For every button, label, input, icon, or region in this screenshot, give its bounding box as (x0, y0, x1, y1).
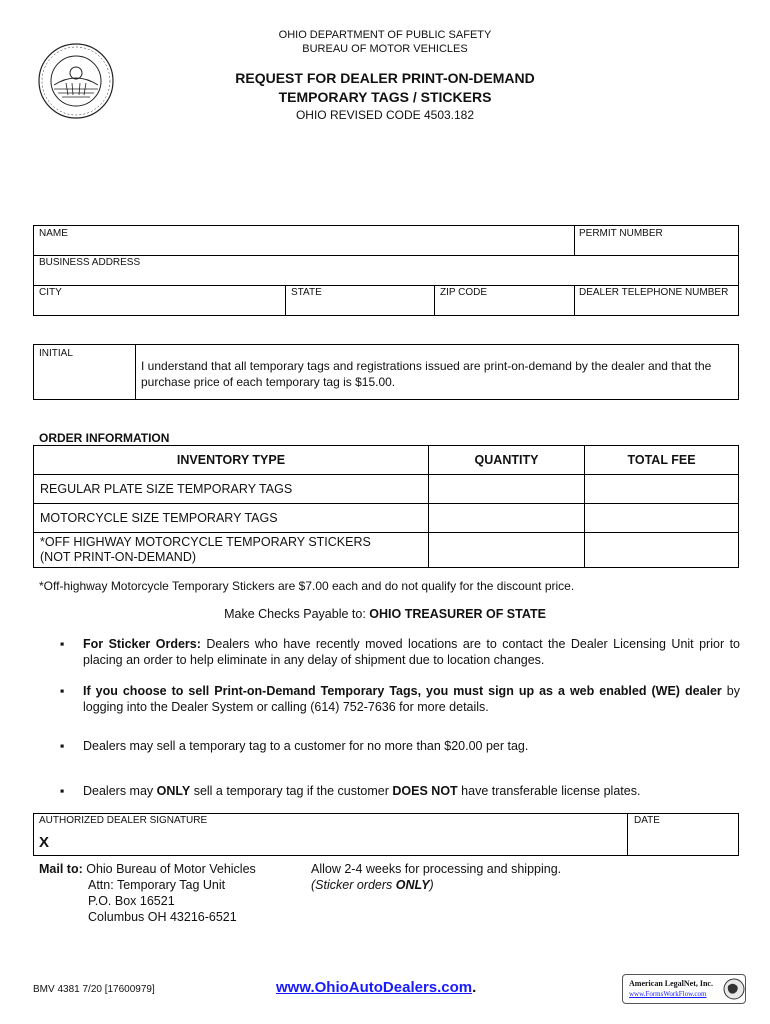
state-label: STATE (291, 287, 322, 298)
department-name: OHIO DEPARTMENT OF PUBLIC SAFETY (278, 29, 492, 41)
bullet-text: sell a temporary tag if the customer (190, 784, 393, 798)
quantity-input[interactable] (429, 504, 585, 533)
bullet-text: have transferable license plates. (457, 784, 641, 798)
sticker-note-bold: ONLY (395, 878, 430, 892)
initial-box (33, 344, 739, 400)
business-address-label: BUSINESS ADDRESS (39, 257, 141, 268)
inventory-item: REGULAR PLATE SIZE TEMPORARY TAGS (34, 475, 429, 504)
city-label: CITY (39, 287, 62, 298)
payable-payee: OHIO TREASURER OF STATE (369, 607, 546, 621)
mail-line4: Columbus OH 43216-6521 (88, 910, 237, 924)
dealer-info-box (33, 225, 739, 316)
initial-input[interactable] (34, 359, 134, 399)
quantity-input[interactable] (429, 533, 585, 568)
bullet-text: Dealers may (83, 784, 157, 798)
quantity-input[interactable] (429, 475, 585, 504)
list-item (60, 636, 740, 668)
order-information-heading: ORDER INFORMATION (39, 431, 170, 445)
signature-box (33, 813, 739, 856)
sticker-note-text: (Sticker orders (311, 878, 396, 892)
name-input[interactable] (34, 236, 574, 255)
processing-note (311, 861, 561, 893)
total-fee-input[interactable] (585, 475, 739, 504)
quantity-header: QUANTITY (429, 446, 585, 475)
website-period: . (472, 979, 477, 996)
table-row (34, 533, 739, 568)
sticker-note (311, 877, 561, 893)
processing-text: Allow 2-4 weeks for processing and shipping. (311, 862, 562, 876)
website-line (276, 979, 476, 996)
total-fee-input[interactable] (585, 533, 739, 568)
list-item (60, 783, 740, 799)
table-row (34, 475, 739, 504)
inventory-type-header: INVENTORY TYPE (34, 446, 429, 475)
initial-acknowledgement-text: I understand that all temporary tags and registrations issued are print-on-demand by the dealer and that the purchase price of each temporary tag is $15.00. (141, 359, 712, 389)
date-input[interactable] (628, 828, 738, 855)
bullet-bold: DOES NOT (392, 784, 458, 798)
revised-code: OHIO REVISED CODE 4503.182 (295, 108, 475, 122)
table-row (34, 504, 739, 533)
off-highway-footnote: *Off-highway Motorcycle Temporary Stickers are $7.00 each and do not qualify for the discount price. (39, 579, 575, 593)
bullet-text: by logging into the Dealer System or calling (614) 752-7636 for more details. (83, 684, 740, 714)
sticker-note-text: ) (429, 878, 434, 892)
mail-to-label: Mail to: (39, 862, 83, 876)
bullet-text: Dealers may sell a temporary tag to a customer for no more than $20.00 per tag. (83, 739, 529, 753)
bullet-text: Dealers who have recently moved locations are to contact the Dealer Licensing Unit prior to placing an order to help eliminate in any delay of shipment due to location changes. (83, 637, 740, 667)
bullet-icon: ▪ (60, 637, 65, 651)
website-link[interactable]: www.OhioAutoDealers.com (276, 979, 473, 996)
signature-input[interactable] (56, 828, 624, 855)
order-table (33, 445, 739, 568)
mail-line3: P.O. Box 16521 (88, 894, 175, 908)
bullet-icon: ▪ (60, 739, 65, 753)
mail-address (88, 877, 237, 925)
mail-line1: Ohio Bureau of Motor Vehicles (86, 862, 256, 876)
inventory-item: MOTORCYCLE SIZE TEMPORARY TAGS (34, 504, 429, 533)
payable-prefix: Make Checks Payable to: (224, 607, 370, 621)
bullet-icon: ▪ (60, 684, 65, 698)
mail-to-block (39, 861, 256, 877)
city-input[interactable] (34, 296, 285, 316)
bullet-bold: For Sticker Orders: (83, 637, 201, 651)
inventory-item-line1: *OFF HIGHWAY MOTORCYCLE TEMPORARY STICKERS (40, 535, 371, 549)
total-fee-input[interactable] (585, 504, 739, 533)
signature-x-mark: X (39, 834, 50, 851)
order-table-header (34, 446, 739, 475)
permit-number-input[interactable] (575, 236, 738, 255)
initial-label: INITIAL (39, 348, 73, 359)
name-field-label: NAME (39, 228, 68, 239)
zip-code-label: ZIP CODE (440, 287, 488, 298)
payable-line (0, 607, 770, 621)
dealer-phone-input[interactable] (575, 296, 738, 316)
bullet-bold: If you choose to sell Print-on-Demand Temporary Tags, you must sign up as a web enabled (WE) dealer (83, 684, 722, 698)
zip-code-input[interactable] (435, 296, 574, 316)
business-address-input[interactable] (34, 266, 738, 285)
inventory-item (34, 533, 429, 568)
form-id: BMV 4381 7/20 [17600979] (33, 984, 155, 995)
mail-line2: Attn: Temporary Tag Unit (88, 878, 226, 892)
form-title-line2: TEMPORARY TAGS / STICKERS (278, 89, 492, 105)
list-item (60, 738, 740, 754)
dealer-phone-label: DEALER TELEPHONE NUMBER (579, 287, 729, 298)
bullet-bold: ONLY (156, 784, 191, 798)
publisher-name: American LegalNet, Inc. (629, 979, 713, 988)
bureau-name: BUREAU OF MOTOR VEHICLES (302, 43, 468, 55)
signature-label: AUTHORIZED DEALER SIGNATURE (39, 815, 208, 826)
date-label: DATE (634, 815, 660, 826)
list-item (60, 683, 740, 715)
state-input[interactable] (286, 296, 434, 316)
publisher-badge (622, 974, 746, 1004)
form-title-line1: REQUEST FOR DEALER PRINT-ON-DEMAND (235, 70, 535, 86)
bullet-icon: ▪ (60, 784, 65, 798)
total-fee-header: TOTAL FEE (585, 446, 739, 475)
permit-number-label: PERMIT NUMBER (579, 228, 663, 239)
globe-icon (723, 978, 745, 1000)
publisher-link[interactable]: www.FormsWorkFlow.com (629, 990, 707, 998)
inventory-item-line2: (NOT PRINT-ON-DEMAND) (40, 550, 197, 564)
